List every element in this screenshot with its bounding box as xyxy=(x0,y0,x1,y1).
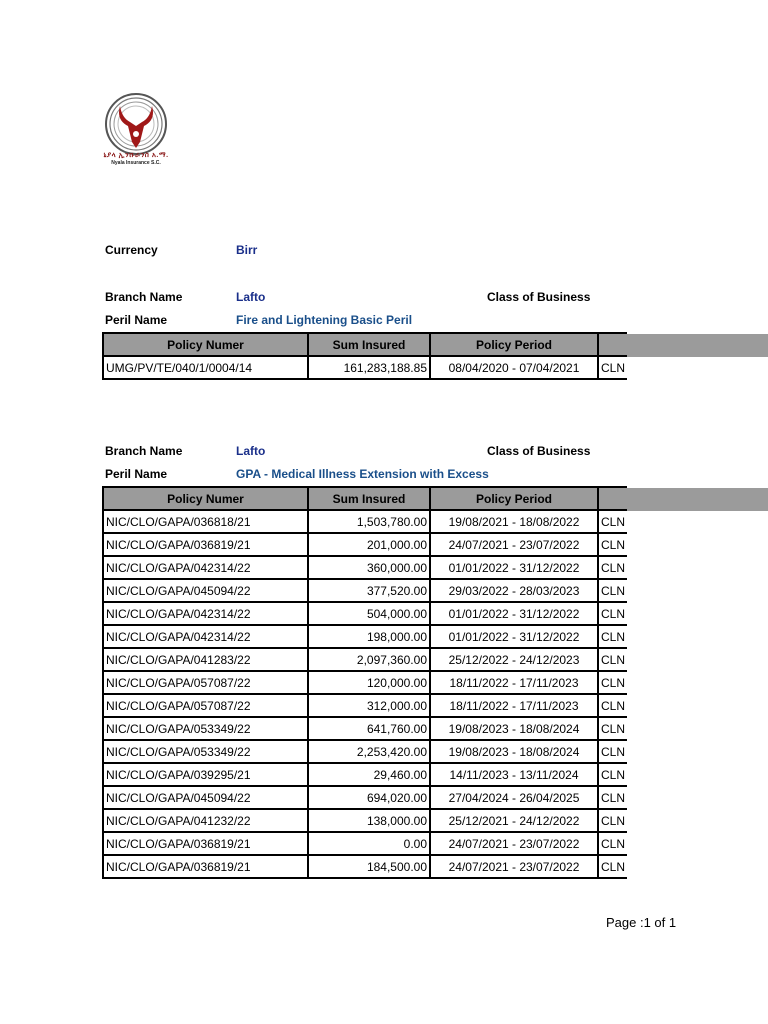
class-cell: CLN xyxy=(598,556,627,579)
policy-number-cell: NIC/CLO/GAPA/036819/21 xyxy=(103,832,308,855)
col-sum-insured: Sum Insured xyxy=(308,487,430,510)
policy-period-cell: 27/04/2024 - 26/04/2025 xyxy=(430,786,598,809)
class-cell: CLN xyxy=(598,809,627,832)
class-cell: CLN xyxy=(598,763,627,786)
policy-period-cell: 19/08/2023 - 18/08/2024 xyxy=(430,717,598,740)
page-number: Page :1 of 1 xyxy=(606,915,677,930)
sum-insured-cell: 2,253,420.00 xyxy=(308,740,430,763)
class-cell: CLN xyxy=(598,356,627,379)
class-cell: CLN xyxy=(598,533,627,556)
sum-insured-cell: 184,500.00 xyxy=(308,855,430,878)
table-row xyxy=(103,533,627,556)
policy-number-cell: NIC/CLO/GAPA/041232/22 xyxy=(103,809,308,832)
policy-number-cell: NIC/CLO/GAPA/045094/22 xyxy=(103,579,308,602)
policy-period-cell: 24/07/2021 - 23/07/2022 xyxy=(430,832,598,855)
policy-number-cell: NIC/CLO/GAPA/041283/22 xyxy=(103,648,308,671)
class-cell: CLN xyxy=(598,648,627,671)
policy-period-cell: 01/01/2022 - 31/12/2022 xyxy=(430,602,598,625)
class-cell: CLN xyxy=(598,694,627,717)
class-cell: CLN xyxy=(598,579,627,602)
sum-insured-cell: 2,097,360.00 xyxy=(308,648,430,671)
sum-insured-cell: 138,000.00 xyxy=(308,809,430,832)
logo-amharic-text: ኒያላ ኢንሹራንስ አ.ማ. xyxy=(103,152,169,159)
policy-number-cell: UMG/PV/TE/040/1/0004/14 xyxy=(103,356,308,379)
branch-name-label: Branch Name xyxy=(105,290,183,304)
class-cell: CLN xyxy=(598,786,627,809)
table-row xyxy=(103,717,627,740)
sum-insured-cell: 161,283,188.85 xyxy=(308,356,430,379)
policy-number-cell: NIC/CLO/GAPA/039295/21 xyxy=(103,763,308,786)
table-row xyxy=(103,740,627,763)
table-row xyxy=(103,832,627,855)
currency-value: Birr xyxy=(236,243,258,257)
class-cell: CLN xyxy=(598,855,627,878)
branch-name-value: Lafto xyxy=(236,444,266,458)
class-of-business-label: Class of Business xyxy=(487,290,591,304)
table-row xyxy=(103,556,627,579)
class-cell: CLN xyxy=(598,740,627,763)
sum-insured-cell: 198,000.00 xyxy=(308,625,430,648)
policy-number-cell: NIC/CLO/GAPA/045094/22 xyxy=(103,786,308,809)
header-band-extension xyxy=(617,488,768,511)
class-cell: CLN xyxy=(598,510,627,533)
sum-insured-cell: 120,000.00 xyxy=(308,671,430,694)
table-row xyxy=(103,579,627,602)
class-cell: CLN xyxy=(598,717,627,740)
table-header-row xyxy=(103,487,627,510)
class-cell: CLN xyxy=(598,832,627,855)
table-row xyxy=(103,625,627,648)
table-row xyxy=(103,356,627,379)
sum-insured-cell: 360,000.00 xyxy=(308,556,430,579)
peril-name-label: Peril Name xyxy=(105,313,168,327)
currency-label: Currency xyxy=(105,243,158,257)
policy-period-cell: 19/08/2023 - 18/08/2024 xyxy=(430,740,598,763)
table-row xyxy=(103,809,627,832)
sum-insured-cell: 504,000.00 xyxy=(308,602,430,625)
policy-period-cell: 25/12/2022 - 24/12/2023 xyxy=(430,648,598,671)
table-row xyxy=(103,763,627,786)
policy-number-cell: NIC/CLO/GAPA/036818/21 xyxy=(103,510,308,533)
col-class xyxy=(598,333,627,356)
class-cell: CLN xyxy=(598,625,627,648)
sum-insured-cell: 201,000.00 xyxy=(308,533,430,556)
sum-insured-cell: 312,000.00 xyxy=(308,694,430,717)
policy-table-fire xyxy=(102,332,627,380)
policy-period-cell: 18/11/2022 - 17/11/2023 xyxy=(430,671,598,694)
table-row xyxy=(103,648,627,671)
policy-number-cell: NIC/CLO/GAPA/057087/22 xyxy=(103,671,308,694)
col-sum-insured: Sum Insured xyxy=(308,333,430,356)
policy-period-cell: 18/11/2022 - 17/11/2023 xyxy=(430,694,598,717)
policy-number-cell: NIC/CLO/GAPA/036819/21 xyxy=(103,855,308,878)
table-header-row xyxy=(103,333,627,356)
policy-period-cell: 25/12/2021 - 24/12/2022 xyxy=(430,809,598,832)
class-cell: CLN xyxy=(598,671,627,694)
sum-insured-cell: 1,503,780.00 xyxy=(308,510,430,533)
peril-name-label: Peril Name xyxy=(105,467,168,481)
sum-insured-cell: 641,760.00 xyxy=(308,717,430,740)
table-row xyxy=(103,694,627,717)
col-policy-period: Policy Period xyxy=(430,487,598,510)
col-policy-number: Policy Numer xyxy=(103,487,308,510)
logo-english-text: Nyala Insurance S.C. xyxy=(111,160,161,166)
branch-name-label: Branch Name xyxy=(105,444,183,458)
policy-table-gpa xyxy=(102,486,627,879)
sum-insured-cell: 29,460.00 xyxy=(308,763,430,786)
policy-number-cell: NIC/CLO/GAPA/042314/22 xyxy=(103,556,308,579)
sum-insured-cell: 0.00 xyxy=(308,832,430,855)
table-row xyxy=(103,671,627,694)
table-row xyxy=(103,855,627,878)
policy-period-cell: 24/07/2021 - 23/07/2022 xyxy=(430,855,598,878)
sum-insured-cell: 377,520.00 xyxy=(308,579,430,602)
policy-period-cell: 08/04/2020 - 07/04/2021 xyxy=(430,356,598,379)
policy-period-cell: 01/01/2022 - 31/12/2022 xyxy=(430,625,598,648)
col-policy-period: Policy Period xyxy=(430,333,598,356)
branch-name-value: Lafto xyxy=(236,290,266,304)
peril-name-value: GPA - Medical Illness Extension with Excess xyxy=(236,467,489,481)
col-class xyxy=(598,487,627,510)
table-row xyxy=(103,510,627,533)
table-row xyxy=(103,602,627,625)
class-cell: CLN xyxy=(598,602,627,625)
table-row xyxy=(103,786,627,809)
policy-period-cell: 01/01/2022 - 31/12/2022 xyxy=(430,556,598,579)
policy-number-cell: NIC/CLO/GAPA/057087/22 xyxy=(103,694,308,717)
policy-period-cell: 24/07/2021 - 23/07/2022 xyxy=(430,533,598,556)
class-of-business-label: Class of Business xyxy=(487,444,591,458)
logo-caption xyxy=(98,152,174,166)
policy-number-cell: NIC/CLO/GAPA/042314/22 xyxy=(103,625,308,648)
policy-period-cell: 14/11/2023 - 13/11/2024 xyxy=(430,763,598,786)
policy-number-cell: NIC/CLO/GAPA/053349/22 xyxy=(103,740,308,763)
header-band-extension xyxy=(617,334,768,357)
policy-number-cell: NIC/CLO/GAPA/042314/22 xyxy=(103,602,308,625)
policy-period-cell: 29/03/2022 - 28/03/2023 xyxy=(430,579,598,602)
sum-insured-cell: 694,020.00 xyxy=(308,786,430,809)
policy-number-cell: NIC/CLO/GAPA/053349/22 xyxy=(103,717,308,740)
policy-period-cell: 19/08/2021 - 18/08/2022 xyxy=(430,510,598,533)
col-policy-number: Policy Numer xyxy=(103,333,308,356)
policy-number-cell: NIC/CLO/GAPA/036819/21 xyxy=(103,533,308,556)
peril-name-value: Fire and Lightening Basic Peril xyxy=(236,313,413,327)
